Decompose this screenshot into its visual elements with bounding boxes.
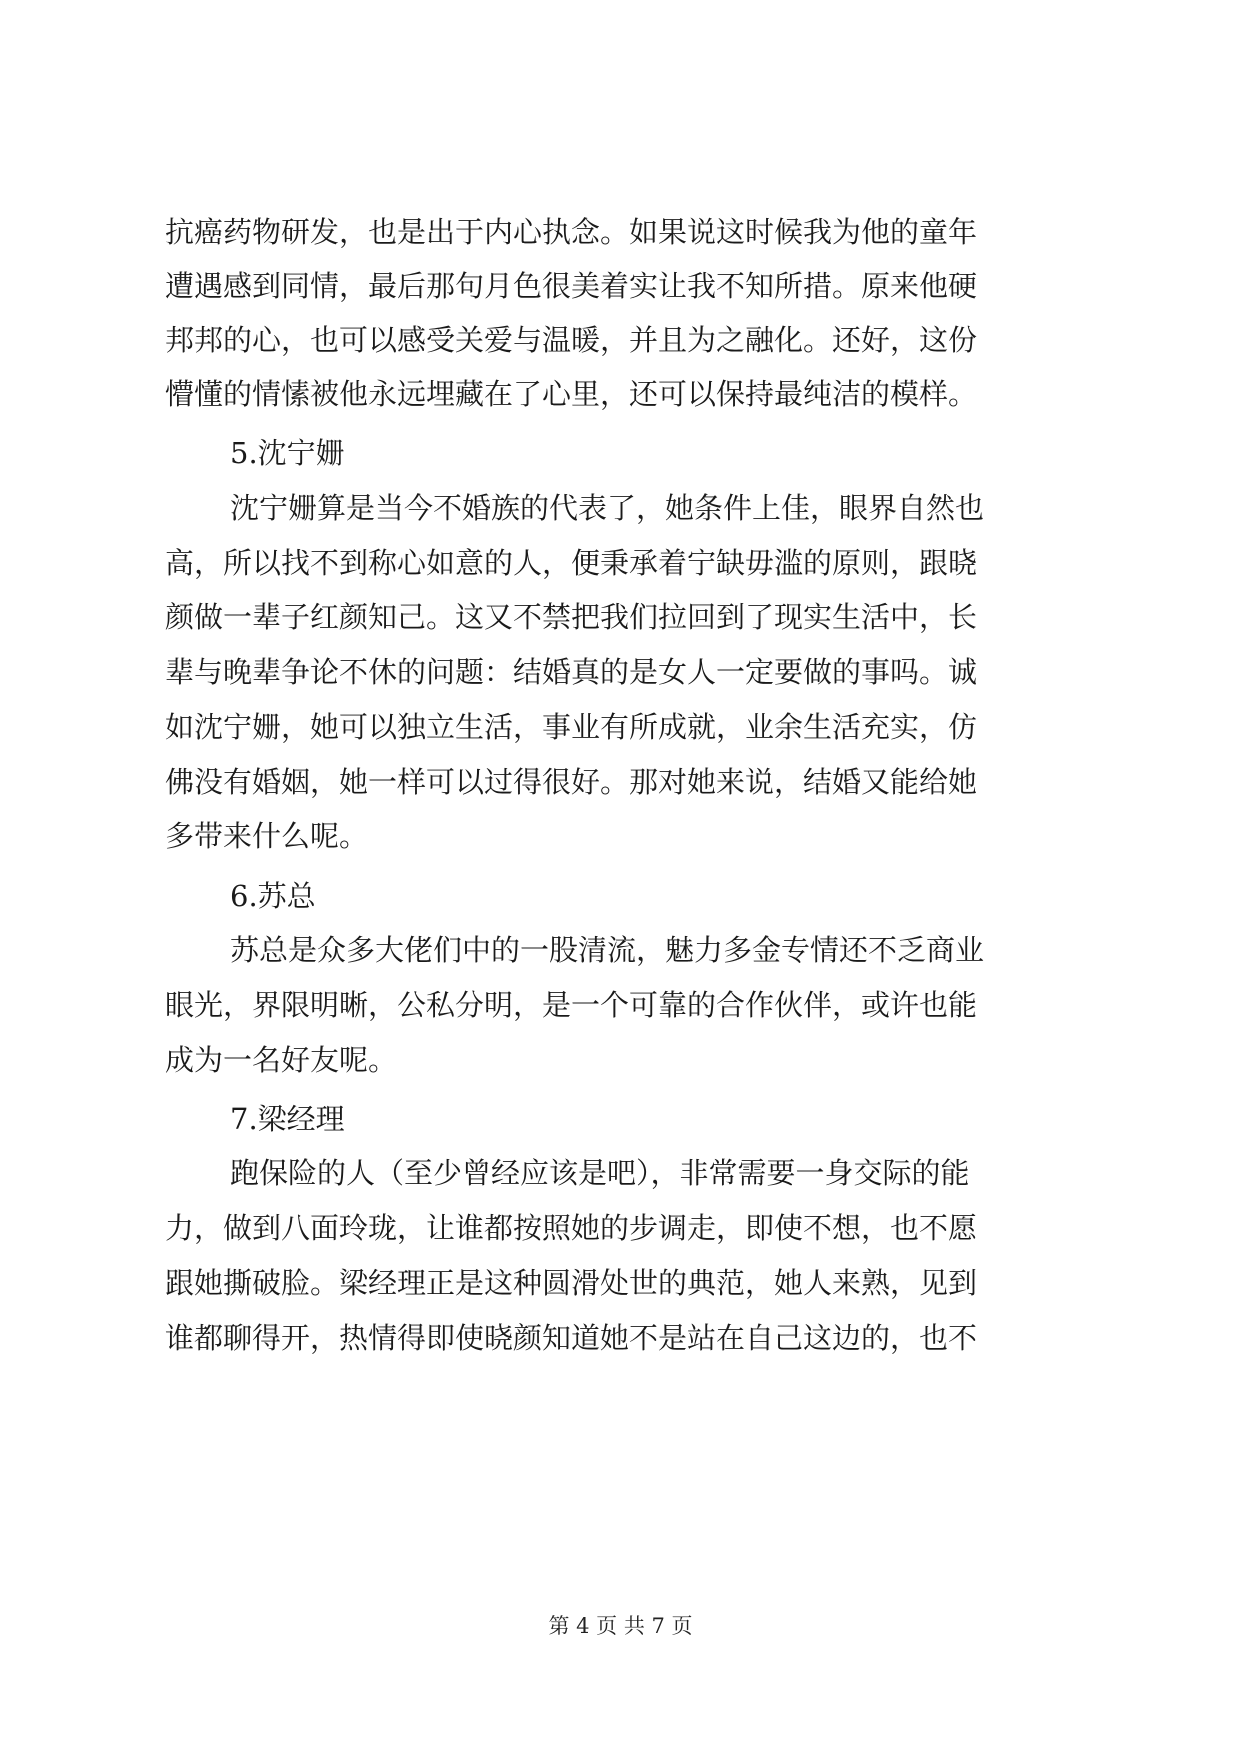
- body-text-line: 遭遇感到同情，最后那句月色很美着实让我不知所措。原来他硬: [165, 269, 978, 303]
- body-text-line: 苏总是众多大佬们中的一股清流，魅力多金专情还不乏商业: [230, 933, 985, 967]
- body-text-line: 如沈宁姗，她可以独立生活，事业有所成就，业余生活充实，仿: [165, 710, 978, 744]
- section-heading: 5.沈宁姗: [230, 436, 345, 470]
- body-text-line: 谁都聊得开，热情得即使晓颜知道她不是站在自己这边的，也不: [165, 1321, 978, 1355]
- body-text-line: 眼光，界限明晰，公私分明，是一个可靠的合作伙伴，或许也能: [165, 988, 978, 1022]
- body-text-line: 抗癌药物研发，也是出于内心执念。如果说这时候我为他的童年: [165, 215, 978, 249]
- body-text-line: 沈宁姗算是当今不婚族的代表了，她条件上佳，眼界自然也: [230, 491, 985, 525]
- body-text-line: 辈与晚辈争论不休的问题：结婚真的是女人一定要做的事吗。诚: [165, 655, 978, 689]
- body-text-line: 颜做一辈子红颜知己。这又不禁把我们拉回到了现实生活中，长: [165, 600, 978, 634]
- section-heading: 7.梁经理: [230, 1102, 345, 1136]
- body-text-line: 跑保险的人（至少曾经应该是吧），非常需要一身交际的能: [230, 1156, 970, 1190]
- body-text-line: 多带来什么呢。: [165, 819, 369, 853]
- body-text-line: 力，做到八面玲珑，让谁都按照她的步调走，即使不想，也不愿: [165, 1211, 978, 1245]
- body-text-line: 成为一名好友呢。: [165, 1043, 398, 1077]
- page-number-footer: 第 4 页 共 7 页: [548, 1614, 693, 1638]
- body-text-line: 邦邦的心，也可以感受关爱与温暖，并且为之融化。还好，这份: [165, 323, 978, 357]
- body-text-line: 高，所以找不到称心如意的人，便秉承着宁缺毋滥的原则，跟晓: [165, 546, 978, 580]
- body-text-line: 懵懂的情愫被他永远埋藏在了心里，还可以保持最纯洁的模样。: [165, 377, 978, 411]
- section-heading: 6.苏总: [230, 879, 316, 913]
- body-text-line: 佛没有婚姻，她一样可以过得很好。那对她来说，结婚又能给她: [165, 765, 978, 799]
- body-text-line: 跟她撕破脸。梁经理正是这种圆滑处世的典范，她人来熟，见到: [165, 1266, 978, 1300]
